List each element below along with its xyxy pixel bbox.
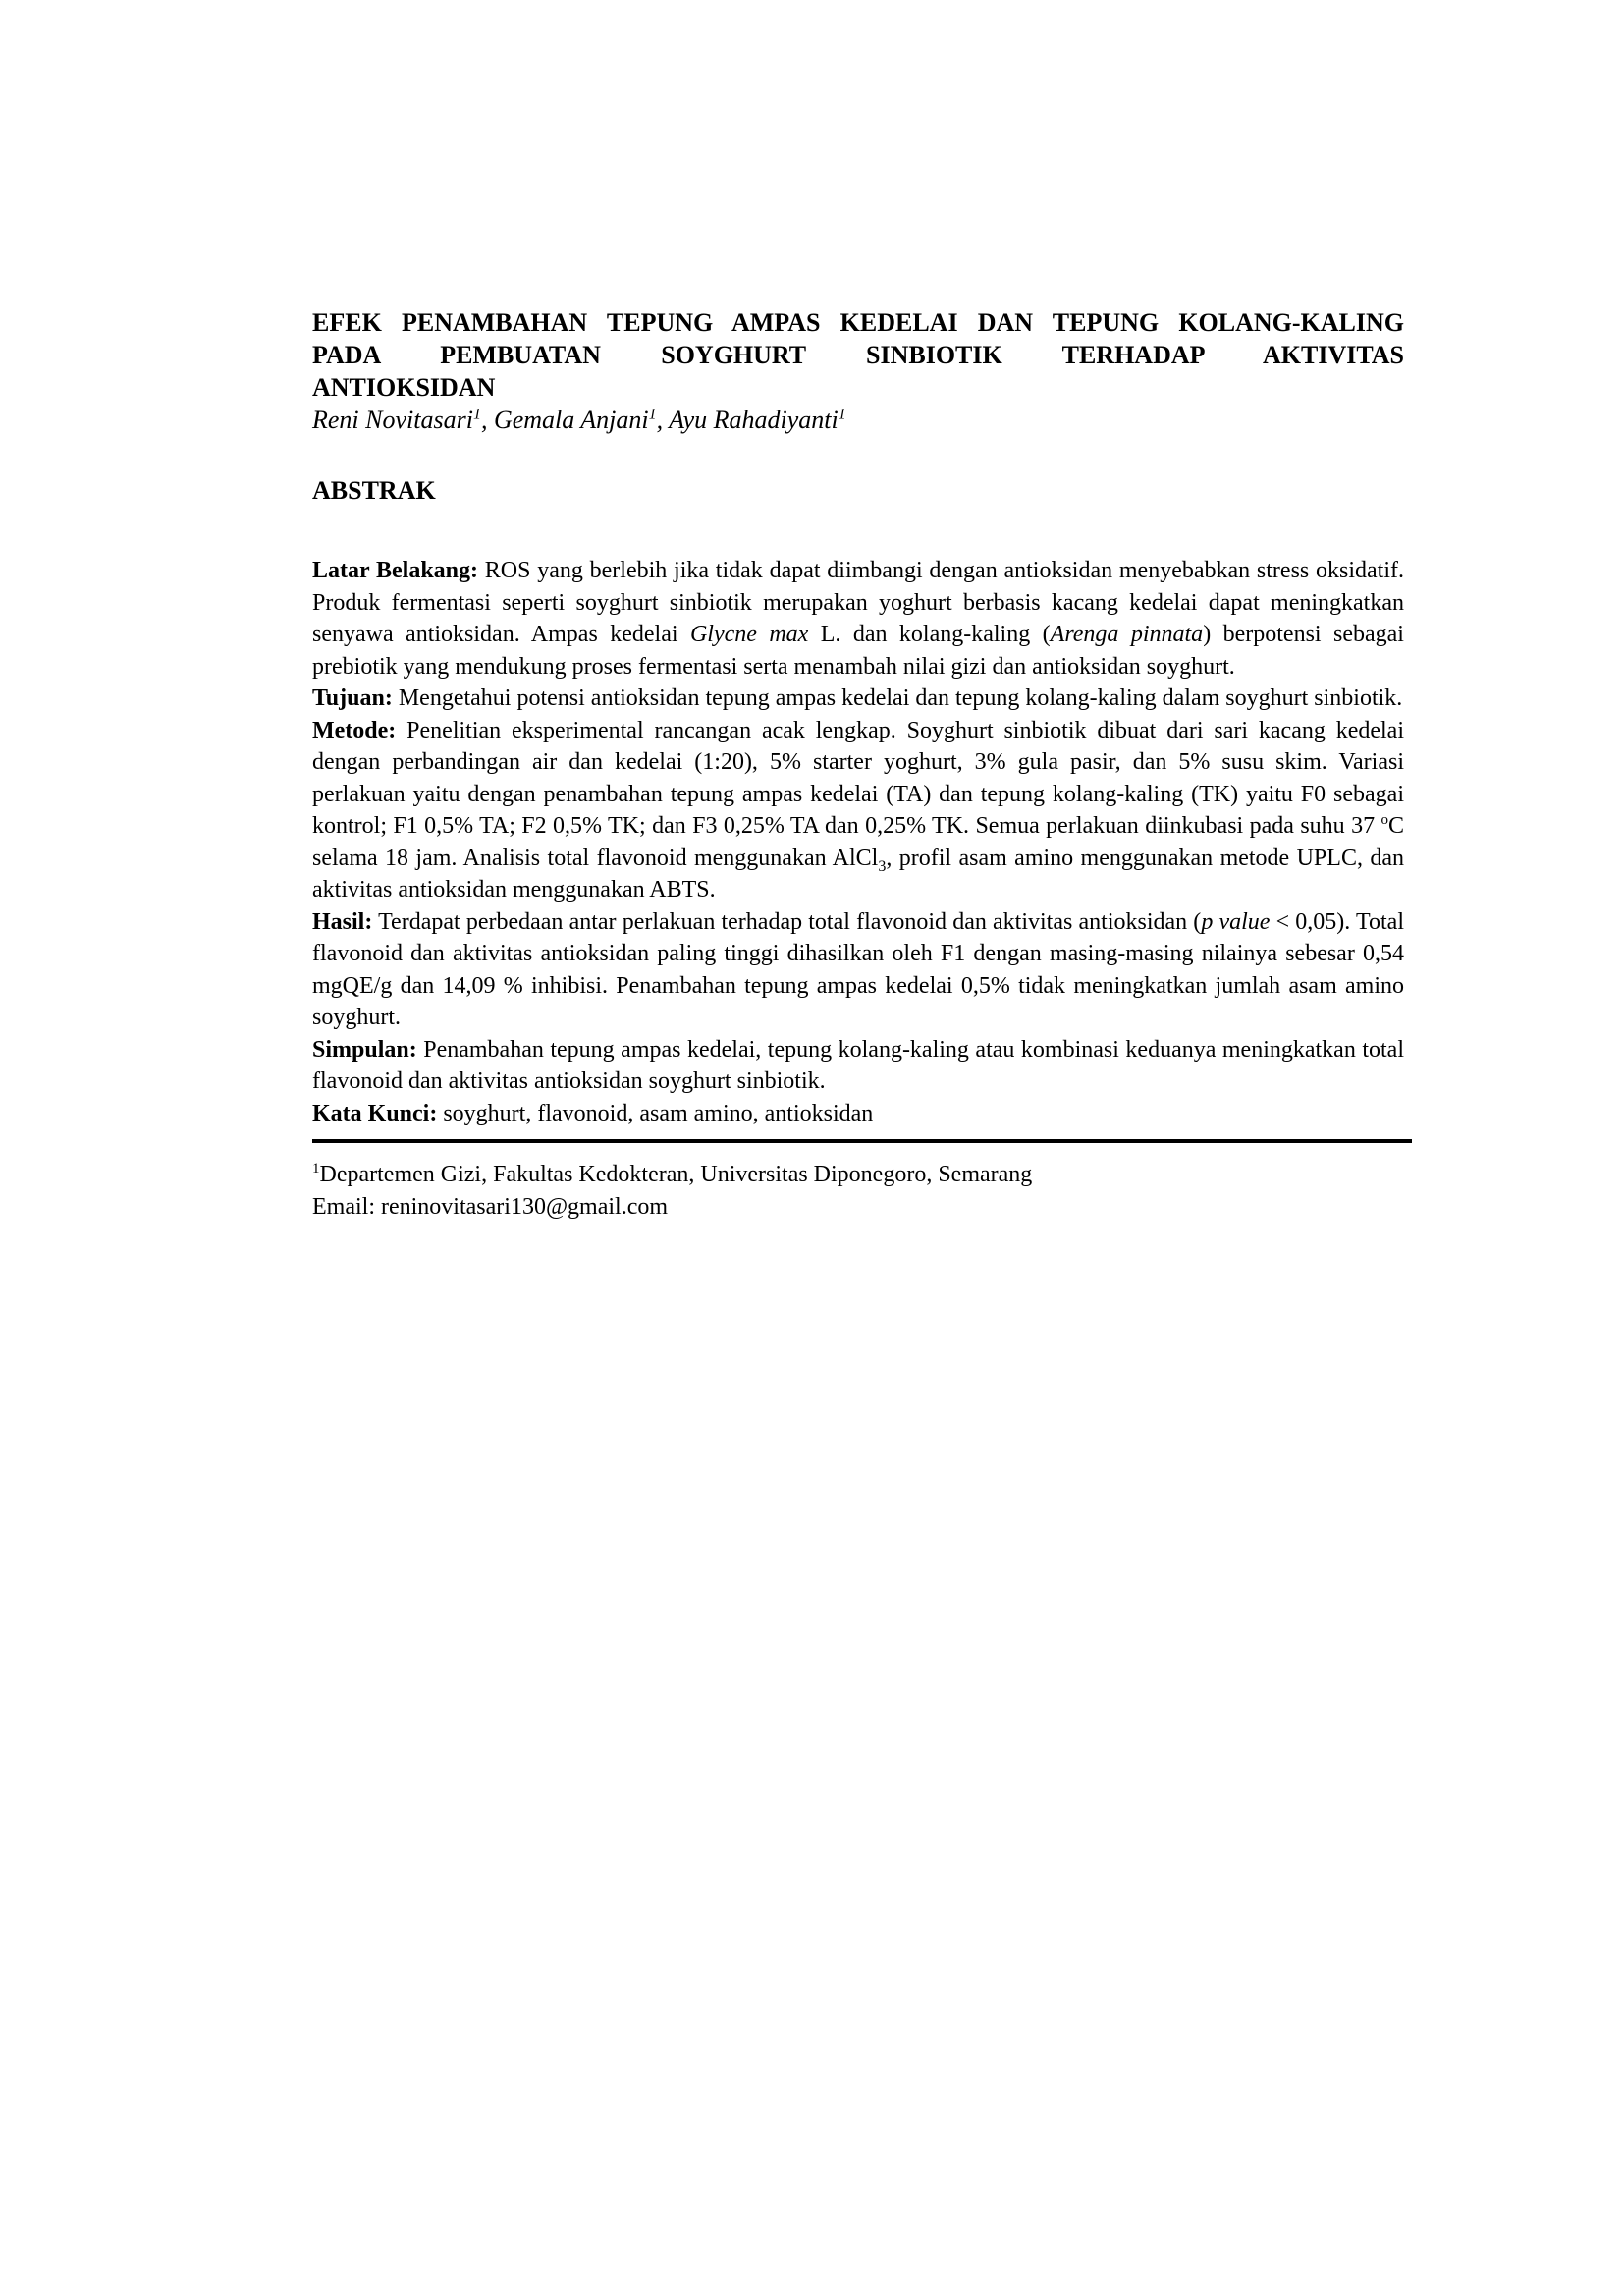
author-name: Ayu Rahadiyanti — [669, 406, 839, 434]
statistic-term: p value — [1201, 908, 1271, 935]
section-text: , profil asam amino menggunakan metode UPLC, dan aktivitas antioksidan menggunakan ABTS. — [312, 845, 1404, 902]
abstract-section-metode — [312, 715, 1404, 906]
section-label: Tujuan: — [312, 685, 393, 711]
affiliation-text: Departemen Gizi, Fakultas Kedokteran, Universitas Diponegoro, Semarang — [319, 1162, 1033, 1187]
degree-symbol: o — [1380, 812, 1388, 828]
section-label: Hasil: — [312, 908, 373, 935]
author-affiliation-marker: 1 — [648, 406, 657, 423]
section-label: Kata Kunci: — [312, 1100, 438, 1126]
author-affiliation-marker: 1 — [838, 406, 846, 423]
title-line-1: EFEK PENAMBAHAN TEPUNG AMPAS KEDELAI DAN TEPUNG KOLANG-KALING — [312, 308, 1404, 337]
author-separator: , — [480, 406, 494, 434]
affiliation-line — [312, 1159, 1404, 1191]
abstract-section-hasil — [312, 906, 1404, 1034]
title-line-3: ANTIOKSIDAN — [312, 373, 496, 402]
abstract-body — [312, 555, 1404, 1129]
section-text: < 0,05). Total flavonoid dan aktivitas antioksidan paling tinggi dihasilkan oleh F1 dengan masing-masing nilainya sebesar 0,54 mgQE/g dan 14,09 % inhibisi. Penambahan tepung ampas kedelai 0,5% tidak meningkatkan jumlah asam amino soyghurt. — [312, 908, 1404, 1030]
section-label: Simpulan: — [312, 1036, 417, 1063]
species-name: Glycne max — [689, 622, 809, 647]
section-text: Penelitian eksperimental rancangan acak lengkap. Soyghurt sinbiotik dibuat dari sari kacang kedelai dengan perbandingan air dan kedelai (1:20), 5% starter yoghurt, 3% gula pasir, dan 5% susu skim. Variasi perlakuan yaitu dengan penambahan tepung ampas kedelai (TA) dan tepung kolang-kaling (TK) yaitu F0 sebagai kontrol; F1 0,5% TA; F2 0,5% TK; dan F3 0,25% TA dan 0,25% TK. Semua perlakuan diinkubasi pada suhu 37 — [312, 717, 1404, 839]
footnote-divider — [312, 1139, 1412, 1143]
paper-page — [312, 306, 1404, 1223]
section-text: L. dan kolang-kaling ( — [808, 622, 1051, 647]
author-separator: , — [656, 406, 670, 434]
chemical-subscript: 3 — [878, 857, 887, 875]
section-text: Penambahan tepung ampas kedelai, tepung kolang-kaling atau kombinasi keduanya meningkatkan total flavonoid dan aktivitas antioksidan soyghurt sinbiotik. — [312, 1036, 1404, 1094]
species-name: Arenga pinnata — [1050, 622, 1204, 647]
footnote — [312, 1159, 1404, 1223]
abstract-heading: ABSTRAK — [312, 476, 436, 505]
affiliation-marker: 1 — [312, 1161, 320, 1176]
section-label: Latar Belakang: — [312, 558, 479, 583]
paper-title — [312, 306, 1404, 404]
section-label: Metode: — [312, 717, 397, 743]
title-line-2: PADA PEMBUATAN SOYGHURT SINBIOTIK TERHADAP AKTIVITAS — [312, 341, 1404, 369]
author-affiliation-marker: 1 — [472, 406, 481, 423]
section-text: Terdapat perbedaan antar perlakuan terhadap total flavonoid dan aktivitas antioksidan ( — [372, 908, 1202, 935]
section-text: ) berpotensi sebagai prebiotik yang mendukung proses fermentasi serta menambah nilai gizi dan antioksidan soyghurt. — [312, 622, 1404, 680]
section-text: Mengetahui potensi antioksidan tepung ampas kedelai dan tepung kolang-kaling dalam soyghurt sinbiotik. — [392, 685, 1403, 711]
section-text: soyghurt, flavonoid, asam amino, antioksidan — [437, 1100, 874, 1126]
abstract-section-simpulan — [312, 1034, 1404, 1098]
section-text: C selama 18 jam. Analisis total flavonoid menggunakan AlCl — [312, 813, 1404, 871]
section-text: ROS yang berlebih jika tidak dapat diimbangi dengan antioksidan menyebabkan stress oksidatif. Produk fermentasi seperti soyghurt sinbiotik merupakan yoghurt berbasis kacang kedelai dapat meningkatkan senyawa antioksidan. Ampas kedelai — [312, 558, 1405, 647]
author-list — [312, 404, 1404, 436]
abstract-section-tujuan — [312, 683, 1404, 715]
abstract-section-kata-kunci — [312, 1098, 1404, 1130]
abstract-section-latar-belakang — [312, 555, 1404, 683]
email-line: Email: reninovitasari130@gmail.com — [312, 1193, 669, 1220]
author-name: Reni Novitasari — [312, 406, 473, 434]
author-name: Gemala Anjani — [493, 406, 649, 434]
